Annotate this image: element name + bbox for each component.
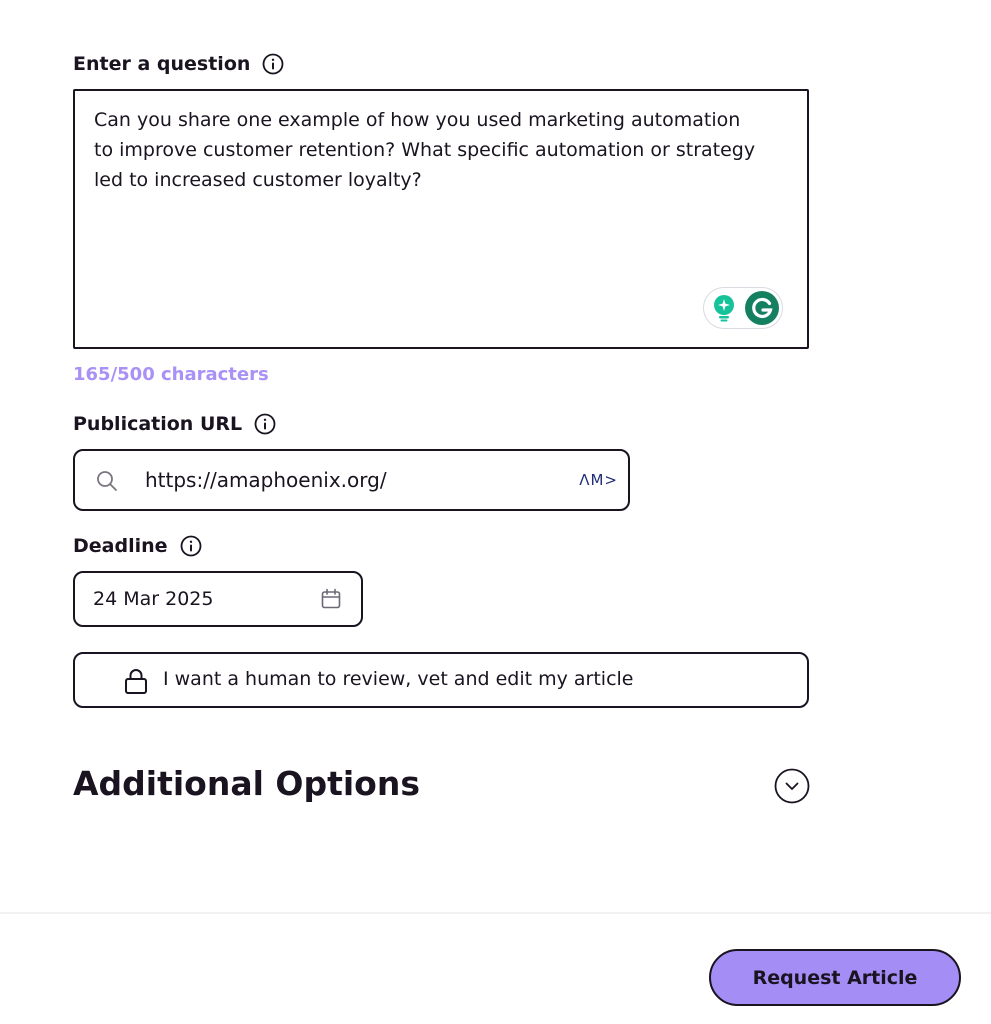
publication-url-value[interactable]: https://amaphoenix.org/: [145, 468, 387, 492]
deadline-label: Deadline: [73, 535, 168, 557]
human-review-label: I want a human to review, vet and edit my article: [163, 668, 634, 690]
grammarly-widget[interactable]: [703, 287, 783, 329]
question-label: Enter a question: [73, 53, 251, 75]
additional-options-title: Additional Options: [73, 764, 420, 803]
chevron-down-icon[interactable]: [774, 768, 810, 804]
human-review-option[interactable]: [73, 652, 809, 708]
publication-logo-badge: ΛM>: [579, 471, 618, 489]
deadline-info-icon[interactable]: [180, 535, 202, 557]
additional-options-toggle[interactable]: [774, 768, 810, 804]
publication-label: Publication URL: [73, 413, 243, 435]
question-info-icon[interactable]: [262, 53, 284, 75]
request-article-button[interactable]: Request Article: [709, 949, 961, 1006]
grammarly-icon[interactable]: [745, 291, 779, 325]
question-label-row: [73, 53, 284, 75]
publication-url-input[interactable]: [73, 449, 630, 511]
lightbulb-icon[interactable]: [712, 294, 736, 322]
footer-divider: [0, 912, 991, 914]
deadline-label-row: [73, 535, 202, 557]
question-textarea[interactable]: [73, 89, 809, 349]
search-icon: [95, 469, 119, 493]
character-count: 165/500 characters: [73, 364, 269, 385]
deadline-date-input[interactable]: [73, 571, 363, 627]
publication-label-row: [73, 413, 276, 435]
calendar-icon[interactable]: [319, 587, 343, 611]
lock-icon: [123, 667, 149, 695]
deadline-date-value[interactable]: 24 Mar 2025: [93, 588, 214, 610]
publication-info-icon[interactable]: [254, 413, 276, 435]
question-text[interactable]: Can you share one example of how you used marketing automation to improve customer retention? What specific automation or strategy led to increased customer loyalty?: [94, 109, 756, 191]
